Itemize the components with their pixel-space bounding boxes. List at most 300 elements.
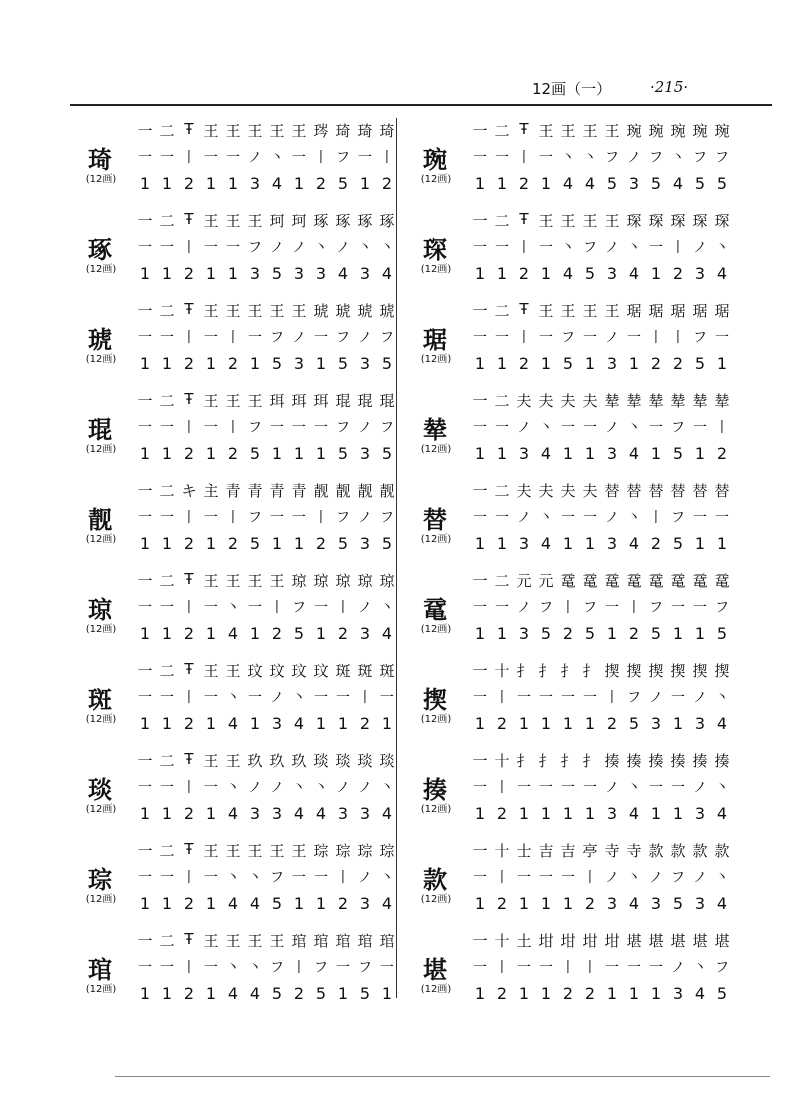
- stroke-token: 1: [161, 354, 173, 373]
- stroke-token: 1: [474, 444, 486, 463]
- stroke-token: 王: [203, 302, 219, 320]
- stroke-token: 琼: [379, 572, 395, 590]
- stroke-token: 3: [249, 174, 261, 193]
- stroke-token: 靓: [335, 482, 351, 500]
- stroke-token: 丶: [627, 420, 641, 436]
- character-entry: [70, 654, 395, 744]
- stroke-token: 一: [627, 960, 641, 976]
- stroke-token: 琦: [379, 122, 395, 140]
- stroke-token: 丶: [539, 420, 553, 436]
- stroke-token: 一: [226, 240, 240, 256]
- stroke-token: ノ: [517, 420, 531, 436]
- stroke-token: 王: [225, 842, 241, 860]
- stroke-token: 1: [271, 534, 283, 553]
- stroke-token: 琌: [313, 122, 329, 140]
- stroke-token: Ŧ: [184, 660, 194, 678]
- stroke-token: 王: [247, 302, 263, 320]
- stroke-token: 王: [225, 572, 241, 590]
- stroke-token: 5: [716, 624, 728, 643]
- stroke-token: 丶: [292, 690, 306, 706]
- stroke-token: 5: [271, 984, 283, 1003]
- stroke-token: 3: [628, 174, 640, 193]
- stroke-token: 夫: [538, 482, 554, 500]
- stroke-token: 一: [472, 752, 488, 770]
- stroke-codes: [134, 714, 398, 733]
- stroke-token: 丶: [715, 780, 729, 796]
- stroke-token: 一: [248, 330, 262, 346]
- stroke-token: 琯: [357, 932, 373, 950]
- stroke-token: 一: [138, 510, 152, 526]
- stroke-token: 2: [518, 264, 530, 283]
- stroke-token: 3: [359, 264, 371, 283]
- stroke-token: 5: [584, 264, 596, 283]
- stroke-token: 一: [137, 662, 153, 680]
- stroke-shapes: [134, 867, 398, 887]
- stroke-token: フ: [380, 330, 394, 346]
- stroke-token: 扌: [560, 662, 576, 680]
- stroke-progression: [469, 390, 733, 411]
- stroke-token: 丶: [627, 780, 641, 796]
- stroke-token: 1: [315, 624, 327, 643]
- stroke-token: 揍: [626, 752, 642, 770]
- stroke-token: 一: [495, 240, 509, 256]
- stroke-token: 替: [670, 482, 686, 500]
- stroke-token: 夫: [582, 392, 598, 410]
- stroke-token: 一: [138, 150, 152, 166]
- stroke-token: 鼋: [714, 572, 730, 590]
- stroke-token: 琚: [626, 302, 642, 320]
- stroke-token: 王: [247, 572, 263, 590]
- stroke-token: 王: [582, 302, 598, 320]
- stroke-token: 1: [474, 984, 486, 1003]
- stroke-token: 夫: [516, 392, 532, 410]
- stroke-progression: [134, 570, 398, 591]
- stroke-token: 2: [584, 894, 596, 913]
- stroke-token: 一: [138, 600, 152, 616]
- stroke-token: 1: [716, 354, 728, 373]
- stroke-token: 丨: [561, 960, 575, 976]
- stroke-token: 琬: [648, 122, 664, 140]
- stroke-token: 鼋: [560, 572, 576, 590]
- stroke-count-label: (12画): [85, 804, 117, 815]
- stroke-token: 2: [496, 804, 508, 823]
- stroke-token: 揍: [692, 752, 708, 770]
- stroke-token: ノ: [270, 780, 284, 796]
- stroke-token: 5: [337, 444, 349, 463]
- stroke-token: 一: [693, 420, 707, 436]
- stroke-token: 丨: [182, 690, 196, 706]
- stroke-token: フ: [292, 600, 306, 616]
- stroke-token: 王: [560, 212, 576, 230]
- stroke-token: 琚: [714, 302, 730, 320]
- stroke-token: 一: [627, 330, 641, 346]
- stroke-token: 5: [315, 984, 327, 1003]
- stroke-token: 1: [518, 984, 530, 1003]
- stroke-token: 琬: [626, 122, 642, 140]
- stroke-token: 1: [161, 714, 173, 733]
- stroke-token: 斑: [379, 662, 395, 680]
- stroke-shapes: [469, 867, 733, 887]
- stroke-token: 琚: [648, 302, 664, 320]
- stroke-token: 琯: [335, 932, 351, 950]
- stroke-token: 青: [291, 482, 307, 500]
- stroke-token: 一: [539, 870, 553, 886]
- stroke-token: 丶: [380, 240, 394, 256]
- stroke-count-label: (12画): [85, 174, 117, 185]
- character-entry: [405, 474, 730, 564]
- stroke-token: 丨: [605, 690, 619, 706]
- stroke-token: フ: [380, 420, 394, 436]
- headword: 琰: [88, 776, 112, 804]
- stroke-token: 王: [604, 122, 620, 140]
- character-entry: [405, 654, 730, 744]
- stroke-progression: [134, 930, 398, 951]
- stroke-count-label: (12画): [85, 714, 117, 725]
- stroke-token: 4: [562, 174, 574, 193]
- stroke-token: 一: [539, 690, 553, 706]
- headword: 辇: [423, 416, 447, 444]
- stroke-token: 揳: [714, 662, 730, 680]
- stroke-token: 丨: [715, 420, 729, 436]
- stroke-token: 5: [271, 894, 283, 913]
- stroke-token: 王: [560, 302, 576, 320]
- stroke-token: 一: [561, 690, 575, 706]
- stroke-token: 王: [269, 842, 285, 860]
- stroke-token: キ: [181, 482, 197, 500]
- stroke-token: 2: [315, 174, 327, 193]
- stroke-token: 王: [247, 932, 263, 950]
- stroke-token: 二: [494, 302, 510, 320]
- stroke-token: フ: [693, 330, 707, 346]
- stroke-token: 一: [495, 150, 509, 166]
- stroke-token: 王: [269, 932, 285, 950]
- stroke-token: 4: [672, 174, 684, 193]
- stroke-token: 1: [496, 354, 508, 373]
- stroke-token: 2: [183, 534, 195, 553]
- stroke-token: 一: [605, 600, 619, 616]
- stroke-token: 5: [672, 534, 684, 553]
- stroke-token: 王: [291, 122, 307, 140]
- stroke-token: 元: [516, 572, 532, 590]
- stroke-codes: [134, 624, 398, 643]
- stroke-token: 一: [358, 150, 372, 166]
- stroke-token: ノ: [248, 780, 262, 796]
- stroke-token: 一: [539, 960, 553, 976]
- headword: 琦: [88, 146, 112, 174]
- stroke-token: 丶: [627, 240, 641, 256]
- stroke-token: 1: [584, 534, 596, 553]
- stroke-token: 二: [159, 122, 175, 140]
- stroke-token: 一: [472, 212, 488, 230]
- stroke-token: 4: [628, 534, 640, 553]
- stroke-token: 寺: [604, 842, 620, 860]
- stroke-token: 一: [472, 122, 488, 140]
- stroke-token: 2: [672, 354, 684, 373]
- stroke-token: 王: [538, 212, 554, 230]
- stroke-token: 王: [203, 662, 219, 680]
- stroke-token: 扌: [538, 752, 554, 770]
- stroke-token: 一: [292, 870, 306, 886]
- stroke-token: 丨: [182, 960, 196, 976]
- stroke-token: 1: [540, 984, 552, 1003]
- stroke-codes: [469, 804, 733, 823]
- stroke-shapes: [134, 957, 398, 977]
- stroke-token: 辇: [604, 392, 620, 410]
- stroke-progression: [134, 660, 398, 681]
- stroke-token: 琬: [692, 122, 708, 140]
- stroke-token: 5: [672, 894, 684, 913]
- stroke-token: 2: [183, 444, 195, 463]
- stroke-token: 琦: [357, 122, 373, 140]
- stroke-token: 一: [160, 690, 174, 706]
- stroke-token: 玟: [247, 662, 263, 680]
- stroke-token: 1: [474, 354, 486, 373]
- stroke-token: 琛: [692, 212, 708, 230]
- stroke-token: 斑: [357, 662, 373, 680]
- stroke-token: 堪: [714, 932, 730, 950]
- stroke-token: 一: [473, 870, 487, 886]
- stroke-token: 丨: [671, 240, 685, 256]
- stroke-codes: [469, 354, 733, 373]
- stroke-token: 揳: [626, 662, 642, 680]
- stroke-token: 青: [225, 482, 241, 500]
- stroke-count-label: (12画): [85, 354, 117, 365]
- stroke-token: 王: [225, 392, 241, 410]
- stroke-progression: [469, 480, 733, 501]
- stroke-token: 丨: [495, 960, 509, 976]
- stroke-token: 扌: [582, 662, 598, 680]
- stroke-token: 1: [293, 534, 305, 553]
- stroke-token: 一: [314, 330, 328, 346]
- stroke-token: 5: [381, 444, 393, 463]
- stroke-shapes: [134, 507, 398, 527]
- stroke-token: 1: [474, 804, 486, 823]
- stroke-token: 一: [473, 420, 487, 436]
- stroke-token: 二: [159, 662, 175, 680]
- stroke-token: 3: [249, 264, 261, 283]
- stroke-token: 5: [271, 264, 283, 283]
- stroke-token: 坩: [538, 932, 554, 950]
- stroke-token: 一: [160, 510, 174, 526]
- stroke-token: 1: [518, 714, 530, 733]
- stroke-token: 3: [694, 264, 706, 283]
- stroke-token: フ: [561, 330, 575, 346]
- stroke-token: 琼: [357, 572, 373, 590]
- stroke-count-label: (12画): [420, 174, 452, 185]
- stroke-token: 一: [517, 780, 531, 796]
- stroke-token: 3: [271, 804, 283, 823]
- stroke-token: 2: [183, 894, 195, 913]
- stroke-token: 5: [337, 534, 349, 553]
- stroke-token: 琮: [335, 842, 351, 860]
- stroke-token: 2: [227, 534, 239, 553]
- stroke-progression: [469, 120, 733, 141]
- stroke-token: 2: [672, 264, 684, 283]
- stroke-token: 2: [716, 444, 728, 463]
- stroke-token: 一: [715, 510, 729, 526]
- stroke-count-label: (12画): [420, 804, 452, 815]
- stroke-token: 琨: [335, 392, 351, 410]
- stroke-token: 一: [495, 510, 509, 526]
- stroke-token: 5: [337, 354, 349, 373]
- stroke-token: 辇: [626, 392, 642, 410]
- stroke-token: 坩: [560, 932, 576, 950]
- stroke-token: 夫: [560, 392, 576, 410]
- stroke-token: 王: [203, 572, 219, 590]
- stroke-token: 琛: [714, 212, 730, 230]
- stroke-token: 5: [381, 534, 393, 553]
- stroke-token: 2: [271, 624, 283, 643]
- stroke-token: 1: [540, 714, 552, 733]
- stroke-token: 一: [314, 600, 328, 616]
- stroke-token: 十: [494, 662, 510, 680]
- stroke-token: 琮: [313, 842, 329, 860]
- stroke-token: 丨: [182, 150, 196, 166]
- stroke-progression: [134, 210, 398, 231]
- stroke-token: 一: [473, 330, 487, 346]
- stroke-token: 2: [518, 354, 530, 373]
- stroke-shapes: [469, 597, 733, 617]
- stroke-token: 青: [247, 482, 263, 500]
- stroke-token: 1: [650, 804, 662, 823]
- character-entry: [70, 114, 395, 204]
- stroke-token: 3: [293, 264, 305, 283]
- stroke-token: 1: [139, 534, 151, 553]
- stroke-token: Ŧ: [519, 300, 529, 318]
- stroke-token: 二: [159, 482, 175, 500]
- stroke-token: 丶: [561, 240, 575, 256]
- stroke-token: 3: [650, 894, 662, 913]
- stroke-token: 琬: [670, 122, 686, 140]
- stroke-token: 一: [138, 690, 152, 706]
- stroke-token: 3: [337, 804, 349, 823]
- stroke-token: 辇: [670, 392, 686, 410]
- stroke-token: ノ: [358, 600, 372, 616]
- stroke-token: 一: [204, 780, 218, 796]
- stroke-shapes: [134, 327, 398, 347]
- stroke-token: 1: [562, 804, 574, 823]
- stroke-token: 4: [293, 804, 305, 823]
- stroke-token: 4: [227, 984, 239, 1003]
- stroke-token: 3: [650, 714, 662, 733]
- stroke-token: 琢: [313, 212, 329, 230]
- stroke-token: 1: [205, 714, 217, 733]
- stroke-token: ノ: [605, 420, 619, 436]
- stroke-token: 丨: [270, 600, 284, 616]
- stroke-token: 2: [315, 534, 327, 553]
- stroke-token: Ŧ: [519, 120, 529, 138]
- stroke-token: 鼋: [604, 572, 620, 590]
- stroke-token: 4: [716, 264, 728, 283]
- stroke-token: 琯: [291, 932, 307, 950]
- stroke-token: 1: [518, 804, 530, 823]
- stroke-token: 一: [473, 690, 487, 706]
- stroke-token: 一: [561, 420, 575, 436]
- stroke-token: フ: [380, 510, 394, 526]
- stroke-shapes: [134, 237, 398, 257]
- stroke-token: 一: [160, 600, 174, 616]
- stroke-count-label: (12画): [85, 984, 117, 995]
- stroke-token: 一: [137, 572, 153, 590]
- stroke-token: 丶: [380, 870, 394, 886]
- stroke-token: 鼋: [582, 572, 598, 590]
- stroke-token: フ: [671, 510, 685, 526]
- stroke-token: 2: [562, 624, 574, 643]
- stroke-token: フ: [671, 870, 685, 886]
- stroke-token: 琥: [379, 302, 395, 320]
- stroke-token: 1: [540, 174, 552, 193]
- stroke-token: 3: [518, 444, 530, 463]
- stroke-token: Ŧ: [184, 930, 194, 948]
- stroke-token: 一: [583, 510, 597, 526]
- stroke-token: 1: [562, 534, 574, 553]
- stroke-token: 二: [159, 752, 175, 770]
- stroke-token: 一: [472, 482, 488, 500]
- stroke-token: 1: [205, 264, 217, 283]
- headword: 鼋: [423, 596, 447, 624]
- stroke-token: 2: [183, 984, 195, 1003]
- stroke-token: Ŧ: [184, 750, 194, 768]
- stroke-token: 4: [716, 894, 728, 913]
- stroke-token: 4: [337, 264, 349, 283]
- stroke-token: 丶: [693, 960, 707, 976]
- stroke-progression: [134, 120, 398, 141]
- stroke-token: 丨: [182, 600, 196, 616]
- stroke-token: 一: [160, 150, 174, 166]
- stroke-token: 一: [561, 780, 575, 796]
- stroke-token: 寺: [626, 842, 642, 860]
- stroke-token: 一: [472, 572, 488, 590]
- character-entry: [405, 564, 730, 654]
- stroke-token: 1: [584, 444, 596, 463]
- stroke-token: 3: [606, 894, 618, 913]
- stroke-token: 2: [606, 714, 618, 733]
- stroke-token: 1: [293, 894, 305, 913]
- stroke-token: 1: [540, 894, 552, 913]
- stroke-token: 琦: [335, 122, 351, 140]
- stroke-token: 一: [314, 420, 328, 436]
- stroke-token: 一: [605, 960, 619, 976]
- stroke-token: 王: [247, 842, 263, 860]
- stroke-token: 1: [315, 444, 327, 463]
- stroke-token: 1: [496, 534, 508, 553]
- stroke-codes: [134, 534, 398, 553]
- stroke-token: 1: [161, 894, 173, 913]
- character-entry: [405, 294, 730, 384]
- stroke-codes: [469, 624, 733, 643]
- stroke-token: 1: [672, 714, 684, 733]
- stroke-token: 一: [138, 960, 152, 976]
- stroke-token: 丨: [583, 960, 597, 976]
- stroke-token: 二: [159, 302, 175, 320]
- stroke-token: 丨: [182, 780, 196, 796]
- stroke-token: 丶: [226, 690, 240, 706]
- stroke-shapes: [469, 147, 733, 167]
- stroke-token: 2: [584, 984, 596, 1003]
- stroke-token: 二: [494, 482, 510, 500]
- stroke-token: 2: [496, 984, 508, 1003]
- stroke-token: 夫: [582, 482, 598, 500]
- stroke-token: 丨: [495, 780, 509, 796]
- stroke-token: 二: [159, 572, 175, 590]
- stroke-token: 1: [139, 174, 151, 193]
- stroke-token: 堪: [626, 932, 642, 950]
- stroke-token: 2: [183, 354, 195, 373]
- stroke-token: 替: [692, 482, 708, 500]
- stroke-token: 3: [606, 534, 618, 553]
- stroke-token: 4: [249, 984, 261, 1003]
- stroke-token: 5: [271, 354, 283, 373]
